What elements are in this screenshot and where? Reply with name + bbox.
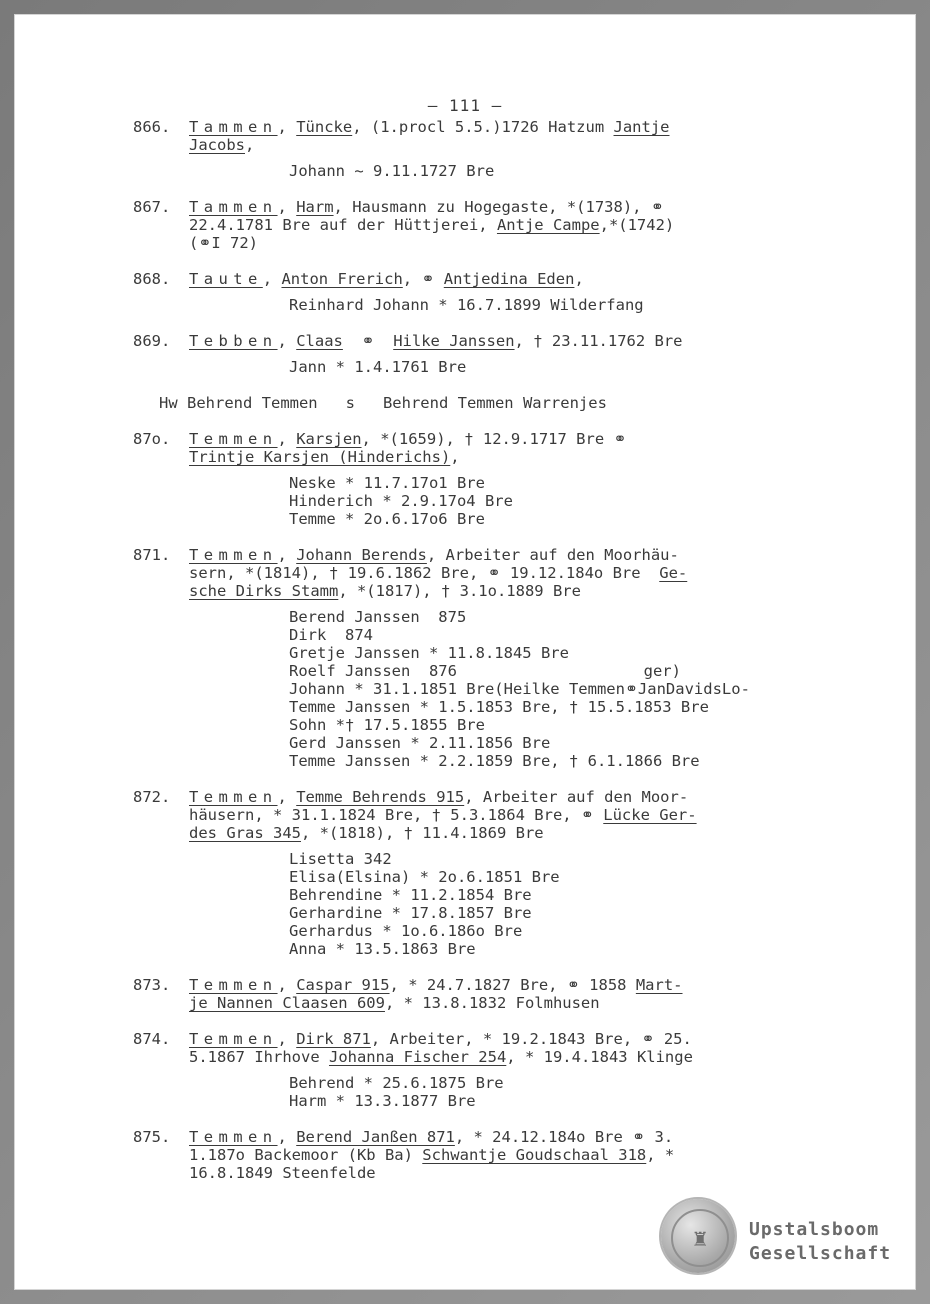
entry-line (189, 546, 813, 564)
entry-872 (133, 788, 813, 958)
entry-line (189, 1048, 813, 1066)
children-list (289, 608, 813, 770)
entry-line (189, 994, 813, 1012)
entry-text: , (277, 788, 297, 806)
entry-line (189, 136, 813, 154)
child-item: Gerd Janssen * 2.11.1856 Bre (289, 734, 551, 752)
entry-text: 22.4.1781 Bre auf der Hüttjerei, (189, 216, 497, 234)
child-item: Gretje Janssen * 11.8.1845 Bre (289, 644, 569, 662)
underlined-name: Antje Campe (496, 216, 600, 234)
underlined-name: Johann Berends (296, 546, 427, 564)
underlined-name: Ge- (659, 564, 688, 582)
entry-text: (⚭I 72) (189, 234, 258, 252)
children-list (289, 358, 813, 376)
entry-text: , Arbeiter auf den Moor- (464, 788, 689, 806)
entry-body (189, 198, 813, 252)
entry-text: , (1.procl 5.5.)1726 Hatzum (352, 118, 614, 136)
entry-line (189, 118, 813, 136)
entry-87o (133, 430, 813, 528)
entry-text: , * 24.7.1827 Bre, ⚭ 1858 (389, 976, 636, 994)
underlined-name: Mart- (635, 976, 683, 994)
entry-text: sern, *(1814), † 19.6.1862 Bre, ⚭ 19.12.184o Bre (189, 564, 660, 582)
entry-text: , † 23.11.1762 Bre (514, 332, 683, 350)
entry-text: , (277, 118, 297, 136)
child-item: Berend Janssen 875 (289, 608, 467, 626)
surname: Temmen (189, 788, 278, 806)
seal-emblem-icon (661, 1199, 735, 1273)
child-item: Johann * 31.1.1851 Bre(Heilke Temmen⚭JanDavidsLo- (289, 680, 750, 698)
children-list (289, 1074, 813, 1110)
entry-867 (133, 198, 813, 252)
entry-line (189, 1030, 813, 1048)
brand-line-2: Gesellschaft (749, 1243, 892, 1264)
surname: Temmen (189, 976, 278, 994)
underlined-name: Tüncke (296, 118, 353, 136)
entry-text: , (277, 1128, 297, 1146)
underlined-name: Jantje (613, 118, 670, 136)
surname: Temmen (189, 546, 278, 564)
child-item: Neske * 11.7.17o1 Bre (289, 474, 485, 492)
entry-number: 871. (133, 546, 171, 564)
entry-text: , (574, 270, 584, 288)
child-item: Elisa(Elsina) * 2o.6.1851 Bre (289, 868, 560, 886)
entry-line (189, 564, 813, 582)
entry-875 (133, 1128, 813, 1182)
entry-text: , ⚭ (402, 270, 444, 288)
entry-874 (133, 1030, 813, 1110)
entry-number: 867. (133, 198, 171, 216)
child-item: Hinderich * 2.9.17o4 Bre (289, 492, 513, 510)
children-list (289, 474, 813, 528)
underlined-name: Harm (296, 198, 334, 216)
entry-text: 5.1867 Ihrhove (189, 1048, 329, 1066)
entry-line (189, 234, 813, 252)
surname: Tammen (189, 118, 278, 136)
seal-figure-icon: ♜ (671, 1209, 729, 1267)
page-number: – 111 – (427, 96, 503, 115)
entry-body (189, 976, 813, 1012)
entry-number: 87o. (133, 430, 171, 448)
surname: Temmen (189, 1128, 278, 1146)
child-item: Temme Janssen * 1.5.1853 Bre, † 15.5.1853 Bre (289, 698, 709, 716)
entry-line (189, 430, 813, 448)
surname: Tebben (189, 332, 278, 350)
entry-number: 868. (133, 270, 171, 288)
brand-logo (749, 1218, 909, 1266)
entry-line (189, 976, 813, 994)
underlined-name: Temme Behrends 915 (296, 788, 465, 806)
entry-869 (133, 332, 813, 376)
underlined-name: Karsjen (296, 430, 362, 448)
entry-871 (133, 546, 813, 770)
child-item: Temme * 2o.6.17o6 Bre (289, 510, 485, 528)
underlined-name: Caspar 915 (296, 976, 390, 994)
entry-866 (133, 118, 813, 180)
entry-number: 875. (133, 1128, 171, 1146)
child-item: Temme Janssen * 2.2.1859 Bre, † 6.1.1866 Bre (289, 752, 700, 770)
child-item: Anna * 13.5.1863 Bre (289, 940, 476, 958)
entry-text: , *(1817), † 3.1o.1889 Bre (338, 582, 581, 600)
entry-text: , * 24.12.184o Bre ⚭ 3. (454, 1128, 674, 1146)
entry-text: , (277, 198, 297, 216)
child-item: Gerhardus * 1o.6.186o Bre (289, 922, 523, 940)
entry-line (189, 448, 813, 466)
genealogy-entries (133, 118, 813, 1200)
entry-text: , (277, 1030, 297, 1048)
child-item: Sohn *† 17.5.1855 Bre (289, 716, 485, 734)
entry-text: , (277, 546, 297, 564)
entry-line (189, 1164, 813, 1182)
surname: Tammen (189, 198, 278, 216)
entry-number: 873. (133, 976, 171, 994)
entry-line (189, 806, 813, 824)
entry-text: , Arbeiter auf den Moorhäu- (426, 546, 679, 564)
entry-line (189, 1146, 813, 1164)
entry-body (189, 546, 813, 770)
entry-text: , (277, 332, 297, 350)
entry-number: 866. (133, 118, 171, 136)
child-item: Gerhardine * 17.8.1857 Bre (289, 904, 532, 922)
children-list (289, 162, 813, 180)
entry-text: , (245, 136, 255, 154)
entry-text: , * 13.8.1832 Folmhusen (384, 994, 600, 1012)
entry-body (189, 270, 813, 314)
underlined-name: sche Dirks Stamm (189, 582, 339, 600)
entry-text: ⚭ (342, 332, 394, 350)
child-item: Roelf Janssen 876 ger) (289, 662, 681, 680)
entry-text: , *(1818), † 11.4.1869 Bre (300, 824, 544, 842)
children-list (289, 296, 813, 314)
children-list (289, 850, 813, 958)
entry-text: ,*(1742) (599, 216, 675, 234)
entry-number: 869. (133, 332, 171, 350)
entry-body (189, 430, 813, 528)
child-item: Harm * 13.3.1877 Bre (289, 1092, 476, 1110)
entry-line (189, 824, 813, 842)
entry-number: 872. (133, 788, 171, 806)
entry-text: , Hausmann zu Hogegaste, *(1738), ⚭ (333, 198, 664, 216)
entry-line (189, 216, 813, 234)
entry-text: , * (646, 1146, 675, 1164)
entry-text: , *(1659), † 12.9.1717 Bre ⚭ (361, 430, 627, 448)
entry-body (189, 1030, 813, 1110)
entry-body (189, 788, 813, 958)
entry-line (189, 788, 813, 806)
entry-text: 1.187o Backemoor (Kb Ba) (189, 1146, 423, 1164)
entry-body (189, 1128, 813, 1182)
underlined-name: des Gras 345 (189, 824, 301, 842)
underlined-name: Hilke Janssen (393, 332, 515, 350)
entry-text: häusern, * 31.1.1824 Bre, † 5.3.1864 Bre, ⚭ (189, 806, 604, 824)
underlined-name: Dirk 871 (296, 1030, 371, 1048)
entry-text: , (450, 448, 460, 466)
underlined-name: Trintje Karsjen (Hinderichs) (189, 448, 451, 466)
underlined-name: Claas (296, 332, 343, 350)
entry-text: , (277, 976, 297, 994)
child-item: Lisetta 342 (289, 850, 392, 868)
entry-873 (133, 976, 813, 1012)
underlined-name: Jacobs (189, 136, 245, 154)
child-item: Reinhard Johann * 16.7.1899 Wilderfang (289, 296, 644, 314)
entry-line (189, 582, 813, 600)
underlined-name: Schwantje Goudschaal 318 (422, 1146, 647, 1164)
entry-body (189, 118, 813, 180)
entry-line (189, 1128, 813, 1146)
surname: Temmen (189, 430, 278, 448)
underlined-name: Berend Janßen 871 (296, 1128, 455, 1146)
entry-text: , Arbeiter, * 19.2.1843 Bre, ⚭ 25. (370, 1030, 692, 1048)
entry-text: , (262, 270, 282, 288)
child-item: Behrend * 25.6.1875 Bre (289, 1074, 504, 1092)
child-item: Dirk 874 (289, 626, 373, 644)
child-item: Jann * 1.4.1761 Bre (289, 358, 467, 376)
underlined-name: Lücke Ger- (603, 806, 697, 824)
underlined-name: je Nannen Claasen 609 (189, 994, 385, 1012)
entry-text: , (277, 430, 297, 448)
entry-line (189, 332, 813, 350)
hw-note: Hw Behrend Temmen s Behrend Temmen Warrenjes (159, 394, 607, 412)
entry-868 (133, 270, 813, 314)
brand-line-1: Upstalsboom (749, 1219, 880, 1240)
entry-number: 874. (133, 1030, 171, 1048)
entry-text: 16.8.1849 Steenfelde (189, 1164, 376, 1182)
entry-body (189, 332, 813, 376)
entry-line (189, 270, 813, 288)
underlined-name: Antjedina Eden (443, 270, 575, 288)
surname: Taute (189, 270, 263, 288)
child-item: Johann ~ 9.11.1727 Bre (289, 162, 495, 180)
surname: Temmen (189, 1030, 278, 1048)
underlined-name: Anton Frerich (281, 270, 403, 288)
entry-text: , * 19.4.1843 Klinge (506, 1048, 693, 1066)
entry-line (189, 198, 813, 216)
child-item: Behrendine * 11.2.1854 Bre (289, 886, 532, 904)
underlined-name: Johanna Fischer 254 (328, 1048, 507, 1066)
